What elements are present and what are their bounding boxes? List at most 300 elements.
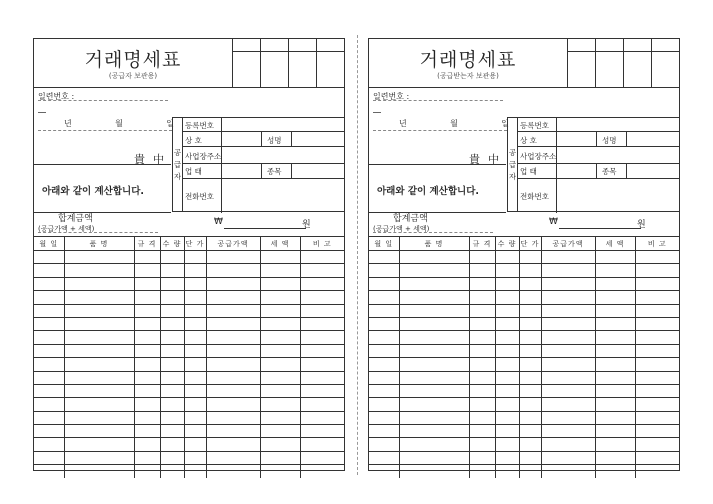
table-cell[interactable] <box>595 451 635 464</box>
table-cell[interactable] <box>399 277 469 290</box>
table-cell[interactable] <box>184 438 206 451</box>
table-cell[interactable] <box>34 304 64 317</box>
table-cell[interactable] <box>134 344 160 357</box>
table-cell[interactable] <box>134 438 160 451</box>
table-cell[interactable] <box>399 331 469 344</box>
table-cell[interactable] <box>206 304 260 317</box>
table-cell[interactable] <box>399 425 469 438</box>
table-cell[interactable] <box>206 331 260 344</box>
table-cell[interactable] <box>64 358 134 371</box>
table-cell[interactable] <box>206 451 260 464</box>
table-cell[interactable] <box>260 451 300 464</box>
table-cell[interactable] <box>260 291 300 304</box>
table-cell[interactable] <box>160 384 184 397</box>
table-cell[interactable] <box>64 451 134 464</box>
table-cell[interactable] <box>595 291 635 304</box>
table-cell[interactable] <box>541 451 595 464</box>
table-cell[interactable] <box>206 371 260 384</box>
table-cell[interactable] <box>160 358 184 371</box>
table-cell[interactable] <box>134 398 160 411</box>
table-cell[interactable] <box>300 398 344 411</box>
table-cell[interactable] <box>300 277 344 290</box>
table-cell[interactable] <box>595 398 635 411</box>
table-cell[interactable] <box>369 277 399 290</box>
table-cell[interactable] <box>541 411 595 424</box>
table-cell[interactable] <box>160 331 184 344</box>
table-cell[interactable] <box>160 411 184 424</box>
table-cell[interactable] <box>469 438 495 451</box>
table-cell[interactable] <box>206 291 260 304</box>
table-cell[interactable] <box>595 277 635 290</box>
table-cell[interactable] <box>64 277 134 290</box>
table-cell[interactable] <box>469 465 495 478</box>
table-cell[interactable] <box>134 411 160 424</box>
table-cell[interactable] <box>160 425 184 438</box>
table-cell[interactable] <box>184 344 206 357</box>
table-cell[interactable] <box>519 251 541 264</box>
table-cell[interactable] <box>519 371 541 384</box>
table-cell[interactable] <box>134 317 160 330</box>
table-cell[interactable] <box>635 277 679 290</box>
table-cell[interactable] <box>519 344 541 357</box>
table-cell[interactable] <box>519 438 541 451</box>
table-cell[interactable] <box>184 384 206 397</box>
table-cell[interactable] <box>300 251 344 264</box>
table-cell[interactable] <box>160 277 184 290</box>
table-cell[interactable] <box>595 411 635 424</box>
table-cell[interactable] <box>541 304 595 317</box>
table-cell[interactable] <box>399 384 469 397</box>
table-cell[interactable] <box>260 465 300 478</box>
table-cell[interactable] <box>64 398 134 411</box>
table-cell[interactable] <box>134 251 160 264</box>
table-cell[interactable] <box>399 304 469 317</box>
table-cell[interactable] <box>399 451 469 464</box>
table-cell[interactable] <box>369 358 399 371</box>
table-cell[interactable] <box>495 438 519 451</box>
table-cell[interactable] <box>369 317 399 330</box>
table-cell[interactable] <box>369 264 399 277</box>
table-cell[interactable] <box>134 264 160 277</box>
table-cell[interactable] <box>595 317 635 330</box>
table-cell[interactable] <box>206 264 260 277</box>
total-amount-field[interactable] <box>559 228 641 229</box>
table-cell[interactable] <box>495 451 519 464</box>
table-cell[interactable] <box>595 251 635 264</box>
table-cell[interactable] <box>260 264 300 277</box>
table-cell[interactable] <box>160 451 184 464</box>
table-cell[interactable] <box>34 331 64 344</box>
table-cell[interactable] <box>300 425 344 438</box>
table-cell[interactable] <box>541 438 595 451</box>
table-cell[interactable] <box>300 438 344 451</box>
table-cell[interactable] <box>34 425 64 438</box>
table-cell[interactable] <box>519 384 541 397</box>
dash-mark <box>38 112 46 113</box>
table-cell[interactable] <box>469 344 495 357</box>
table-cell[interactable] <box>495 411 519 424</box>
table-cell[interactable] <box>160 438 184 451</box>
table-cell[interactable] <box>34 358 64 371</box>
table-cell[interactable] <box>595 358 635 371</box>
table-cell[interactable] <box>260 438 300 451</box>
table-row <box>34 251 344 264</box>
table-cell[interactable] <box>595 344 635 357</box>
table-cell[interactable] <box>595 264 635 277</box>
recipient-honorific: 貴 <box>469 153 480 166</box>
table-cell[interactable] <box>300 384 344 397</box>
table-cell[interactable] <box>595 331 635 344</box>
table-cell[interactable] <box>541 465 595 478</box>
table-cell[interactable] <box>34 371 64 384</box>
table-cell[interactable] <box>184 317 206 330</box>
table-cell[interactable] <box>369 371 399 384</box>
date-year-label: 년 <box>64 119 72 128</box>
table-cell[interactable] <box>635 451 679 464</box>
table-cell[interactable] <box>206 411 260 424</box>
table-cell[interactable] <box>206 384 260 397</box>
table-cell[interactable] <box>300 291 344 304</box>
table-cell[interactable] <box>495 264 519 277</box>
column-header: 공급가액 <box>541 237 595 251</box>
table-cell[interactable] <box>541 331 595 344</box>
table-cell[interactable] <box>184 304 206 317</box>
supplier-reg-no-label: 등록번호 <box>185 121 214 130</box>
table-cell[interactable] <box>260 398 300 411</box>
date-field[interactable] <box>373 130 507 131</box>
table-cell[interactable] <box>469 251 495 264</box>
table-cell[interactable] <box>260 371 300 384</box>
table-cell[interactable] <box>184 358 206 371</box>
table-cell[interactable] <box>541 264 595 277</box>
table-cell[interactable] <box>635 291 679 304</box>
table-cell[interactable] <box>469 277 495 290</box>
table-cell[interactable] <box>399 264 469 277</box>
table-cell[interactable] <box>206 251 260 264</box>
table-cell[interactable] <box>34 317 64 330</box>
table-cell[interactable] <box>519 317 541 330</box>
table-cell[interactable] <box>469 371 495 384</box>
table-cell[interactable] <box>260 425 300 438</box>
table-cell[interactable] <box>160 251 184 264</box>
table-cell[interactable] <box>635 344 679 357</box>
table-cell[interactable] <box>134 451 160 464</box>
table-cell[interactable] <box>34 384 64 397</box>
table-cell[interactable] <box>519 304 541 317</box>
table-cell[interactable] <box>34 451 64 464</box>
table-cell[interactable] <box>495 358 519 371</box>
table-cell[interactable] <box>495 384 519 397</box>
table-cell[interactable] <box>160 264 184 277</box>
table-cell[interactable] <box>300 264 344 277</box>
table-cell[interactable] <box>64 317 134 330</box>
table-cell[interactable] <box>399 291 469 304</box>
table-cell[interactable] <box>369 384 399 397</box>
total-amount-field[interactable] <box>224 228 306 229</box>
table-row <box>369 331 679 344</box>
table-cell[interactable] <box>134 277 160 290</box>
table-cell[interactable] <box>34 344 64 357</box>
serial-number-field[interactable] <box>373 100 503 101</box>
table-cell[interactable] <box>495 344 519 357</box>
table-cell[interactable] <box>399 344 469 357</box>
table-cell[interactable] <box>399 465 469 478</box>
table-cell[interactable] <box>64 411 134 424</box>
table-cell[interactable] <box>469 331 495 344</box>
table-cell[interactable] <box>134 304 160 317</box>
table-cell[interactable] <box>635 304 679 317</box>
table-cell[interactable] <box>519 291 541 304</box>
table-cell[interactable] <box>635 358 679 371</box>
table-cell[interactable] <box>260 331 300 344</box>
serial-number-field[interactable] <box>38 100 168 101</box>
table-cell[interactable] <box>160 371 184 384</box>
table-cell[interactable] <box>300 411 344 424</box>
table-cell[interactable] <box>184 398 206 411</box>
table-cell[interactable] <box>260 411 300 424</box>
table-cell[interactable] <box>260 358 300 371</box>
table-cell[interactable] <box>206 425 260 438</box>
table-cell[interactable] <box>300 344 344 357</box>
table-cell[interactable] <box>541 291 595 304</box>
table-cell[interactable] <box>519 451 541 464</box>
table-cell[interactable] <box>34 291 64 304</box>
table-cell[interactable] <box>519 398 541 411</box>
table-cell[interactable] <box>369 451 399 464</box>
table-cell[interactable] <box>34 465 64 478</box>
table-cell[interactable] <box>595 384 635 397</box>
table-cell[interactable] <box>206 277 260 290</box>
table-cell[interactable] <box>34 438 64 451</box>
table-cell[interactable] <box>399 251 469 264</box>
table-cell[interactable] <box>260 344 300 357</box>
table-cell[interactable] <box>134 465 160 478</box>
table-cell[interactable] <box>519 331 541 344</box>
table-cell[interactable] <box>399 411 469 424</box>
table-row <box>369 451 679 464</box>
table-cell[interactable] <box>469 451 495 464</box>
table-cell[interactable] <box>160 317 184 330</box>
column-header: 단 가 <box>184 237 206 251</box>
table-cell[interactable] <box>541 344 595 357</box>
table-cell[interactable] <box>64 264 134 277</box>
table-cell[interactable] <box>519 411 541 424</box>
table-cell[interactable] <box>64 304 134 317</box>
stamp-box-header-line <box>232 51 345 52</box>
table-cell[interactable] <box>519 264 541 277</box>
table-cell[interactable] <box>64 344 134 357</box>
table-cell[interactable] <box>64 371 134 384</box>
table-cell[interactable] <box>184 291 206 304</box>
table-cell[interactable] <box>541 317 595 330</box>
total-amount-sublabel: (공급가액 + 세액) <box>38 225 95 233</box>
table-cell[interactable] <box>64 425 134 438</box>
table-cell[interactable] <box>34 411 64 424</box>
table-cell[interactable] <box>369 425 399 438</box>
table-cell[interactable] <box>206 438 260 451</box>
table-cell[interactable] <box>635 371 679 384</box>
table-cell[interactable] <box>260 304 300 317</box>
table-cell[interactable] <box>399 438 469 451</box>
table-cell[interactable] <box>495 317 519 330</box>
table-cell[interactable] <box>134 425 160 438</box>
supplier-name-label: 성명 <box>267 136 282 145</box>
table-cell[interactable] <box>34 277 64 290</box>
table-cell[interactable] <box>495 304 519 317</box>
table-cell[interactable] <box>469 291 495 304</box>
table-cell[interactable] <box>541 277 595 290</box>
table-cell[interactable] <box>300 331 344 344</box>
table-cell[interactable] <box>160 291 184 304</box>
table-cell[interactable] <box>635 465 679 478</box>
table-cell[interactable] <box>260 251 300 264</box>
table-cell[interactable] <box>300 317 344 330</box>
date-field[interactable] <box>38 130 172 131</box>
table-cell[interactable] <box>64 251 134 264</box>
table-cell[interactable] <box>469 398 495 411</box>
table-cell[interactable] <box>469 411 495 424</box>
table-cell[interactable] <box>399 358 469 371</box>
table-cell[interactable] <box>184 411 206 424</box>
table-cell[interactable] <box>495 371 519 384</box>
table-cell[interactable] <box>635 251 679 264</box>
table-cell[interactable] <box>495 331 519 344</box>
table-cell[interactable] <box>369 465 399 478</box>
table-cell[interactable] <box>635 425 679 438</box>
stamp-box-divider <box>567 39 568 87</box>
table-cell[interactable] <box>206 317 260 330</box>
table-cell[interactable] <box>541 384 595 397</box>
table-cell[interactable] <box>134 331 160 344</box>
table-row <box>34 384 344 397</box>
table-cell[interactable] <box>300 465 344 478</box>
table-cell[interactable] <box>206 465 260 478</box>
table-cell[interactable] <box>184 451 206 464</box>
table-cell[interactable] <box>184 465 206 478</box>
table-cell[interactable] <box>300 451 344 464</box>
notice-text: 아래와 같이 계산합니다. <box>377 186 479 197</box>
table-cell[interactable] <box>519 425 541 438</box>
table-cell[interactable] <box>64 331 134 344</box>
table-cell[interactable] <box>184 331 206 344</box>
table-cell[interactable] <box>519 358 541 371</box>
table-cell[interactable] <box>495 277 519 290</box>
table-cell[interactable] <box>64 465 134 478</box>
table-cell[interactable] <box>300 358 344 371</box>
table-cell[interactable] <box>541 251 595 264</box>
table-cell[interactable] <box>469 358 495 371</box>
table-cell[interactable] <box>595 425 635 438</box>
table-cell[interactable] <box>519 277 541 290</box>
table-cell[interactable] <box>399 317 469 330</box>
table-cell[interactable] <box>134 384 160 397</box>
table-cell[interactable] <box>184 425 206 438</box>
table-cell[interactable] <box>64 384 134 397</box>
table-cell[interactable] <box>369 251 399 264</box>
table-cell[interactable] <box>469 317 495 330</box>
table-cell[interactable] <box>635 264 679 277</box>
table-cell[interactable] <box>160 398 184 411</box>
table-cell[interactable] <box>495 465 519 478</box>
table-cell[interactable] <box>34 398 64 411</box>
table-cell[interactable] <box>64 438 134 451</box>
table-cell[interactable] <box>469 425 495 438</box>
table-cell[interactable] <box>635 438 679 451</box>
table-cell[interactable] <box>134 371 160 384</box>
table-cell[interactable] <box>495 398 519 411</box>
table-cell[interactable] <box>399 371 469 384</box>
total-amount-sublabel: (공급가액 + 세액) <box>373 225 430 233</box>
table-cell[interactable] <box>469 304 495 317</box>
approval-stamp-boxes <box>567 39 680 87</box>
table-cell[interactable] <box>541 371 595 384</box>
supplier-name-label: 성명 <box>602 136 617 145</box>
table-cell[interactable] <box>64 291 134 304</box>
table-cell[interactable] <box>369 344 399 357</box>
table-cell[interactable] <box>541 425 595 438</box>
table-cell[interactable] <box>160 465 184 478</box>
table-cell[interactable] <box>595 371 635 384</box>
table-cell[interactable] <box>369 291 399 304</box>
table-cell[interactable] <box>635 331 679 344</box>
table-cell[interactable] <box>206 358 260 371</box>
table-cell[interactable] <box>635 317 679 330</box>
table-cell[interactable] <box>160 344 184 357</box>
table-cell[interactable] <box>541 358 595 371</box>
table-cell[interactable] <box>541 398 595 411</box>
table-cell[interactable] <box>519 465 541 478</box>
table-cell[interactable] <box>595 465 635 478</box>
table-cell[interactable] <box>369 411 399 424</box>
supplier-business-type-label: 업 태 <box>520 167 537 176</box>
table-cell[interactable] <box>369 304 399 317</box>
table-row <box>34 398 344 411</box>
table-cell[interactable] <box>206 398 260 411</box>
table-cell[interactable] <box>184 251 206 264</box>
table-cell[interactable] <box>635 411 679 424</box>
currency-unit: 원 <box>637 220 646 230</box>
table-cell[interactable] <box>495 291 519 304</box>
table-cell[interactable] <box>184 371 206 384</box>
table-cell[interactable] <box>260 384 300 397</box>
table-cell[interactable] <box>134 291 160 304</box>
table-cell[interactable] <box>260 317 300 330</box>
table-cell[interactable] <box>469 264 495 277</box>
form-subtitle: (공급자 보관용) <box>108 72 158 80</box>
table-cell[interactable] <box>495 425 519 438</box>
table-cell[interactable] <box>260 277 300 290</box>
table-cell[interactable] <box>184 264 206 277</box>
table-cell[interactable] <box>206 344 260 357</box>
table-cell[interactable] <box>595 304 635 317</box>
table-cell[interactable] <box>635 398 679 411</box>
table-cell[interactable] <box>369 438 399 451</box>
table-cell[interactable] <box>300 304 344 317</box>
table-cell[interactable] <box>399 398 469 411</box>
table-cell[interactable] <box>134 358 160 371</box>
table-cell[interactable] <box>369 398 399 411</box>
table-cell[interactable] <box>34 251 64 264</box>
table-cell[interactable] <box>300 371 344 384</box>
table-cell[interactable] <box>160 304 184 317</box>
table-cell[interactable] <box>369 331 399 344</box>
table-cell[interactable] <box>495 251 519 264</box>
table-cell[interactable] <box>184 277 206 290</box>
table-cell[interactable] <box>635 384 679 397</box>
table-cell[interactable] <box>34 264 64 277</box>
table-cell[interactable] <box>595 438 635 451</box>
table-cell[interactable] <box>469 384 495 397</box>
